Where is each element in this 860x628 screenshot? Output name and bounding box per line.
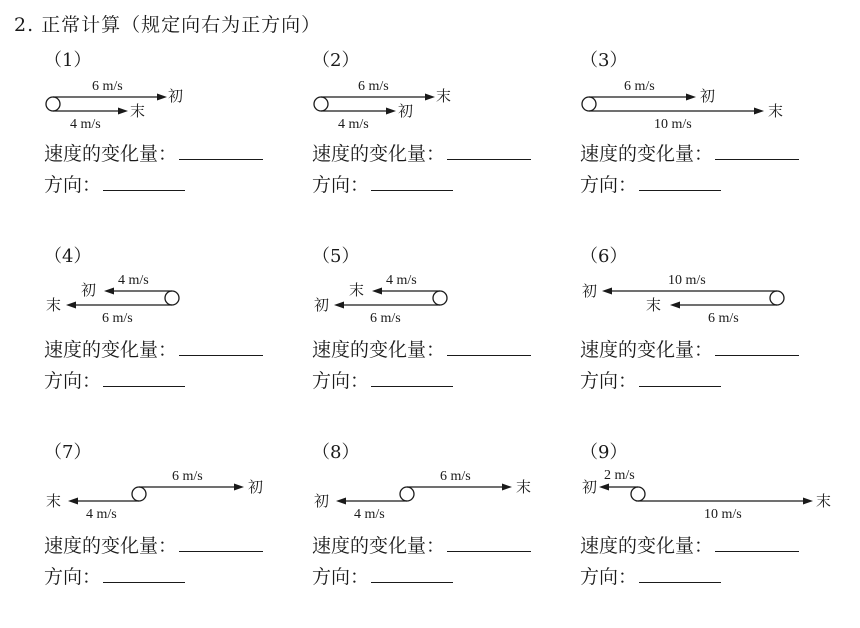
ball (400, 487, 414, 501)
problem-number: （4） (44, 246, 92, 267)
speed-change-label: 速度的变化量： (44, 143, 178, 165)
endpoint-label: 末 (816, 494, 832, 510)
arrow-head (602, 288, 612, 295)
arrow-head (334, 302, 344, 309)
problem-number: （5） (312, 246, 360, 267)
direction-label: 方向： (580, 174, 638, 196)
answer-blank[interactable] (639, 581, 721, 583)
answer-blank[interactable] (103, 189, 185, 191)
motion-diagram (44, 68, 304, 136)
answer-blank[interactable] (639, 189, 721, 191)
direction-label: 方向： (312, 566, 370, 588)
endpoint-label: 末 (768, 104, 784, 120)
speed-change-label: 速度的变化量： (580, 143, 714, 165)
endpoint-label: 初 (168, 89, 184, 105)
velocity-label: 6 m/s (370, 311, 401, 326)
direction-row (44, 366, 185, 393)
answer-blank[interactable] (179, 354, 263, 356)
velocity-label: 6 m/s (708, 311, 739, 326)
endpoint-label: 初 (398, 104, 414, 120)
velocity-label: 10 m/s (668, 273, 706, 288)
answer-blank[interactable] (371, 581, 453, 583)
arrow-head (502, 484, 512, 491)
velocity-label: 6 m/s (92, 79, 123, 94)
arrow-head (68, 498, 78, 505)
motion-diagram (312, 460, 572, 528)
velocity-label: 4 m/s (86, 507, 117, 522)
answer-blank[interactable] (179, 550, 263, 552)
arrow-head (425, 94, 435, 101)
endpoint-label: 末 (46, 494, 62, 510)
answer-blank[interactable] (639, 385, 721, 387)
motion-diagram (44, 460, 304, 528)
arrow-head (686, 94, 696, 101)
motion-diagram (44, 264, 304, 332)
ball (165, 291, 179, 305)
direction-row (44, 562, 185, 589)
velocity-label: 10 m/s (654, 117, 692, 132)
problem-number: （6） (580, 246, 628, 267)
speed-change-row (580, 531, 799, 558)
arrow-head (803, 498, 813, 505)
velocity-label: 6 m/s (440, 469, 471, 484)
speed-change-row (580, 139, 799, 166)
motion-diagram (312, 68, 572, 136)
motion-diagram (312, 264, 572, 332)
speed-change-row (312, 531, 531, 558)
ball (631, 487, 645, 501)
endpoint-label: 末 (646, 298, 662, 314)
direction-label: 方向： (312, 370, 370, 392)
motion-diagram (580, 264, 850, 332)
problem-number: （8） (312, 442, 360, 463)
velocity-label: 4 m/s (338, 117, 369, 132)
direction-row (312, 170, 453, 197)
direction-row (580, 170, 721, 197)
speed-change-label: 速度的变化量： (312, 339, 446, 361)
problem-number: （9） (580, 442, 628, 463)
direction-row (580, 366, 721, 393)
answer-blank[interactable] (447, 354, 531, 356)
answer-blank[interactable] (103, 581, 185, 583)
problem-number: （2） (312, 50, 360, 71)
answer-blank[interactable] (371, 189, 453, 191)
direction-label: 方向： (312, 174, 370, 196)
speed-change-row (44, 531, 263, 558)
speed-change-row (580, 335, 799, 362)
problem-6 (580, 242, 850, 432)
direction-row (312, 366, 453, 393)
problem-number: （3） (580, 50, 628, 71)
answer-blank[interactable] (715, 354, 799, 356)
velocity-label: 4 m/s (118, 273, 149, 288)
motion-diagram (580, 460, 850, 528)
answer-blank[interactable] (371, 385, 453, 387)
direction-label: 方向： (44, 566, 102, 588)
velocity-label: 6 m/s (102, 311, 133, 326)
motion-diagram (580, 68, 850, 136)
endpoint-label: 初 (582, 480, 598, 496)
ball (582, 97, 596, 111)
problem-9 (580, 438, 850, 628)
problem-8 (312, 438, 582, 628)
direction-label: 方向： (580, 370, 638, 392)
arrow-head (118, 108, 128, 115)
arrow-head (336, 498, 346, 505)
speed-change-row (312, 335, 531, 362)
velocity-label: 10 m/s (704, 507, 742, 522)
arrow-head (754, 108, 764, 115)
speed-change-row (44, 335, 263, 362)
direction-row (580, 562, 721, 589)
endpoint-label: 末 (436, 89, 452, 105)
problem-number: （7） (44, 442, 92, 463)
arrow-head (386, 108, 396, 115)
direction-label: 方向： (580, 566, 638, 588)
endpoint-label: 末 (349, 283, 365, 299)
direction-row (312, 562, 453, 589)
endpoint-label: 末 (46, 298, 62, 314)
direction-label: 方向： (44, 174, 102, 196)
velocity-label: 6 m/s (172, 469, 203, 484)
ball (314, 97, 328, 111)
problem-5 (312, 242, 582, 432)
problem-2 (312, 46, 582, 236)
endpoint-label: 初 (314, 494, 330, 510)
problem-number: （1） (44, 50, 92, 71)
arrow-head (372, 288, 382, 295)
answer-blank[interactable] (715, 550, 799, 552)
arrow-head (104, 288, 114, 295)
endpoint-label: 初 (314, 298, 330, 314)
arrow-head (234, 484, 244, 491)
arrow-head (670, 302, 680, 309)
answer-blank[interactable] (179, 158, 263, 160)
speed-change-row (44, 139, 263, 166)
speed-change-label: 速度的变化量： (44, 339, 178, 361)
velocity-label: 4 m/s (354, 507, 385, 522)
section-heading: 2. 正常计算（规定向右为正方向） (14, 14, 322, 36)
speed-change-label: 速度的变化量： (312, 535, 446, 557)
arrow-head (157, 94, 167, 101)
velocity-label: 4 m/s (70, 117, 101, 132)
problem-1 (44, 46, 314, 236)
answer-blank[interactable] (103, 385, 185, 387)
speed-change-row (312, 139, 531, 166)
ball (433, 291, 447, 305)
answer-blank[interactable] (447, 158, 531, 160)
speed-change-label: 速度的变化量： (312, 143, 446, 165)
endpoint-label: 初 (700, 89, 716, 105)
ball (46, 97, 60, 111)
problem-7 (44, 438, 314, 628)
direction-label: 方向： (44, 370, 102, 392)
answer-blank[interactable] (447, 550, 531, 552)
endpoint-label: 末 (516, 480, 532, 496)
ball (132, 487, 146, 501)
arrow-head (66, 302, 76, 309)
velocity-label: 6 m/s (358, 79, 389, 94)
endpoint-label: 末 (130, 104, 146, 120)
speed-change-label: 速度的变化量： (580, 535, 714, 557)
endpoint-label: 初 (582, 284, 598, 300)
direction-row (44, 170, 185, 197)
answer-blank[interactable] (715, 158, 799, 160)
speed-change-label: 速度的变化量： (580, 339, 714, 361)
ball (770, 291, 784, 305)
problem-4 (44, 242, 314, 432)
speed-change-label: 速度的变化量： (44, 535, 178, 557)
arrow-head (599, 484, 609, 491)
velocity-label: 6 m/s (624, 79, 655, 94)
endpoint-label: 初 (248, 480, 264, 496)
velocity-label: 2 m/s (604, 468, 635, 483)
endpoint-label: 初 (81, 283, 97, 299)
velocity-label: 4 m/s (386, 273, 417, 288)
problem-3 (580, 46, 850, 236)
